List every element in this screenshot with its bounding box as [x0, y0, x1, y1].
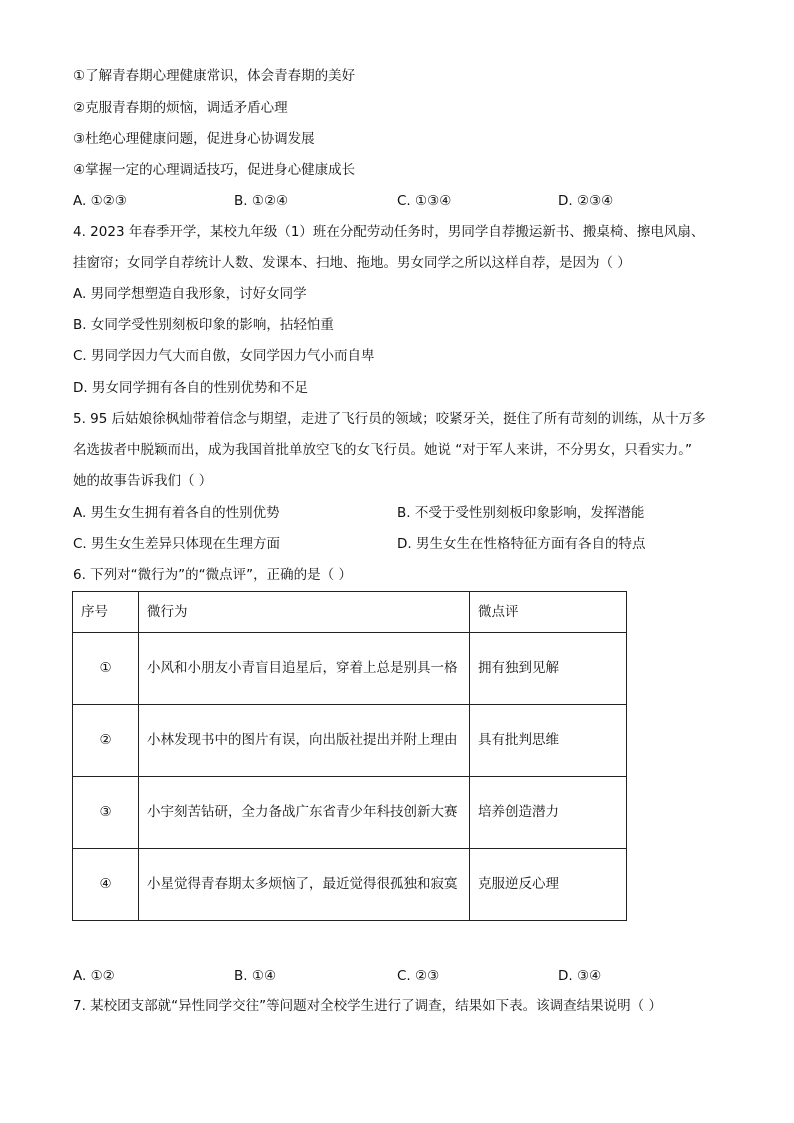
q6-option-d: D. ③④ [558, 968, 602, 984]
row-comment: 培养创造潜力 [470, 777, 627, 849]
table-row [73, 849, 627, 921]
q6-stem: 6. 下列对“微行为”的“微点评”，正确的是（ ） [73, 567, 352, 583]
row-number: ② [73, 705, 139, 777]
row-number: ③ [73, 777, 139, 849]
q3-item-1: ①了解青春期心理健康常识，体会青春期的美好 [73, 68, 356, 84]
q6-option-c: C. ②③ [397, 968, 440, 984]
q6-option-a: A. ①② [73, 968, 115, 984]
q7-stem: 7. 某校团支部就“异性同学交往”等问题对全校学生进行了调查，结果如下表。该调查结果说明（ ） [73, 998, 662, 1014]
q5-option-d: D. 男生女生在性格特征方面有各自的特点 [397, 536, 646, 552]
row-behavior: 小星觉得青春期太多烦恼了，最近觉得很孤独和寂寞 [139, 849, 470, 921]
q3-option-a: A. ①②③ [73, 193, 127, 209]
q3-item-4: ④掌握一定的心理调适技巧，促进身心健康成长 [73, 162, 356, 178]
q5-stem-line2: 名选拔者中脱颖而出，成为我国首批单放空飞的女飞行员。她说 “对于军人来讲，不分男女，只看实力。” [73, 442, 693, 458]
q5-option-a: A. 男生女生拥有着各自的性别优势 [73, 505, 280, 521]
q6-option-b: B. ①④ [234, 968, 277, 984]
q3-option-d: D. ②③④ [558, 193, 614, 209]
q5-option-c: C. 男生女生差异只体现在生理方面 [73, 536, 281, 552]
row-number: ④ [73, 849, 139, 921]
row-behavior: 小风和小朋友小青盲目追星后，穿着上总是别具一格 [139, 633, 470, 705]
q5-stem-line1: 5. 95 后姑娘徐枫灿带着信念与期望，走进了飞行员的领域；咬紧牙关，挺住了所有苛刻的训练，从十万多 [73, 411, 706, 427]
q6-table [72, 591, 627, 921]
row-comment: 克服逆反心理 [470, 849, 627, 921]
q3-option-b: B. ①②④ [234, 193, 289, 209]
q4-option-a: A. 男同学想塑造自我形象，讨好女同学 [73, 286, 307, 302]
header-behavior: 微行为 [139, 592, 470, 633]
q4-option-c: C. 男同学因力气大而自傲，女同学因力气小而自卑 [73, 348, 375, 364]
q4-stem-line2: 挂窗帘；女同学自荐统计人数、发课本、扫地、拖地。男女同学之所以这样自荐，是因为（ ） [73, 255, 631, 271]
q4-option-d: D. 男女同学拥有各自的性别优势和不足 [73, 380, 308, 396]
q5-stem-line3: 她的故事告诉我们（ ） [73, 473, 213, 489]
row-behavior: 小宇刻苦钻研，全力备战广东省青少年科技创新大赛 [139, 777, 470, 849]
row-comment: 具有批判思维 [470, 705, 627, 777]
table-row [73, 705, 627, 777]
q3-item-2: ②克服青春期的烦恼，调适矛盾心理 [73, 100, 288, 116]
q3-item-3: ③杜绝心理健康问题，促进身心协调发展 [73, 131, 315, 147]
header-comment: 微点评 [470, 592, 627, 633]
table-header-row [73, 592, 627, 633]
q3-option-c: C. ①③④ [397, 193, 452, 209]
q5-option-b: B. 不受于受性别刻板印象影响，发挥潜能 [397, 505, 645, 521]
row-number: ① [73, 633, 139, 705]
row-behavior: 小林发现书中的图片有误，向出版社提出并附上理由 [139, 705, 470, 777]
table-row [73, 633, 627, 705]
q4-option-b: B. 女同学受性别刻板印象的影响，拈轻怕重 [73, 317, 334, 333]
table-row [73, 777, 627, 849]
q4-stem-line1: 4. 2023 年春季开学，某校九年级（1）班在分配劳动任务时，男同学自荐搬运新书、搬桌椅、擦电风扇、 [73, 224, 705, 240]
header-number: 序号 [73, 592, 139, 633]
row-comment: 拥有独到见解 [470, 633, 627, 705]
